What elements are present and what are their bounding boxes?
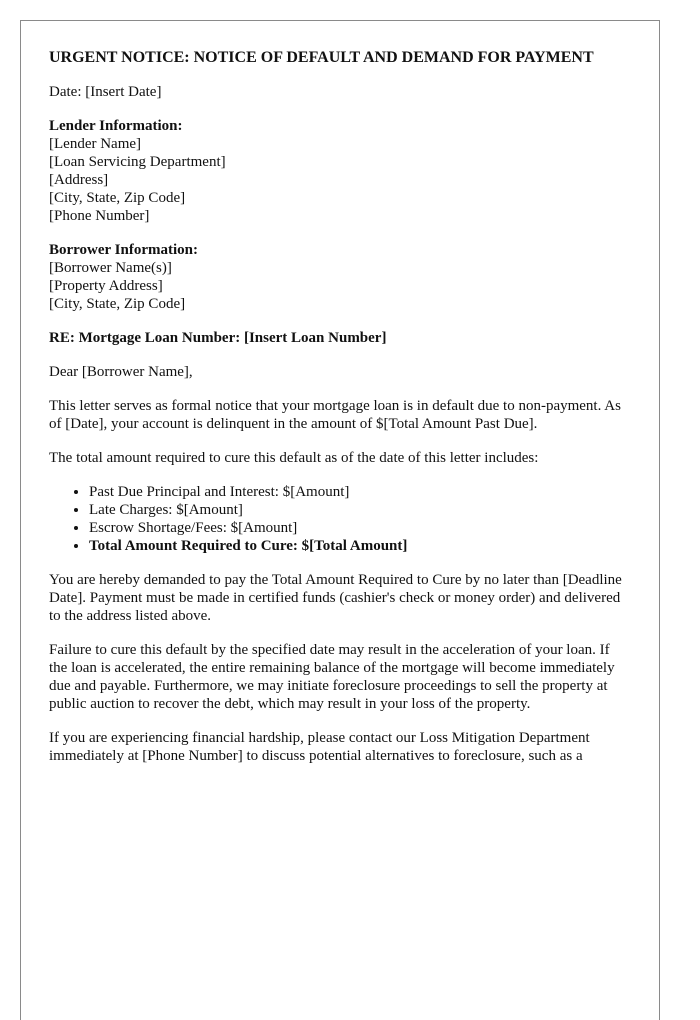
borrower-information [49,241,631,313]
borrower-name: [Borrower Name(s)] [49,260,172,276]
borrower-city-state-zip: [City, State, Zip Code] [49,296,186,312]
body-paragraph-amount-intro: The total amount required to cure this default as of the date of this letter includes: [49,450,539,466]
re-line: RE: Mortgage Loan Number: [Insert Loan Number] [49,330,387,346]
body-paragraph-consequences: Failure to cure this default by the specified date may result in the acceleration of your loan. If the loan is accelerated, the entire remaining balance of the mortgage will become immediately due and payable. Furthermore, we may initiate foreclosure proceedings to sell the property at public auction to recover the debt, which may result in your loss of the property. [49,642,615,712]
borrower-property-address: [Property Address] [49,278,163,294]
borrower-heading: Borrower Information: [49,242,199,258]
lender-phone: [Phone Number] [49,208,150,224]
salutation: Dear [Borrower Name], [49,364,193,380]
body-paragraph-default-notice: This letter serves as formal notice that your mortgage loan is in default due to non-payment. As of [Date], your account is delinquent in the amount of $[Total Amount Past Due]. [49,398,621,432]
lender-information [49,117,631,225]
lender-name: [Lender Name] [49,136,142,152]
list-item-late-charges: • Late Charges: $[Amount] [89,501,631,519]
lender-department: [Loan Servicing Department] [49,154,226,170]
lender-heading: Lender Information: [49,118,183,134]
date-line: Date: [Insert Date] [49,84,162,100]
notice-title: URGENT NOTICE: NOTICE OF DEFAULT AND DEMAND FOR PAYMENT [49,49,594,66]
list-item-principal-interest: • Past Due Principal and Interest: $[Amount] [89,483,631,501]
lender-address: [Address] [49,172,109,188]
list-item-escrow-fees: • Escrow Shortage/Fees: $[Amount] [89,519,631,537]
body-paragraph-payment-demand: You are hereby demanded to pay the Total Amount Required to Cure by no later than [Deadline Date]. Payment must be made in certified funds (cashier's check or money order) and delivered to the address listed above. [49,572,622,624]
list-item-total-amount: • Total Amount Required to Cure: $[Total Amount] [89,537,631,555]
body-paragraph-hardship: If you are experiencing financial hardship, please contact our Loss Mitigation Department immediately at [Phone Number] to discuss potential alternatives to foreclosure, such as a [49,730,590,764]
amount-breakdown-list [49,483,631,555]
lender-city-state-zip: [City, State, Zip Code] [49,190,186,206]
letter-page [20,20,660,1020]
